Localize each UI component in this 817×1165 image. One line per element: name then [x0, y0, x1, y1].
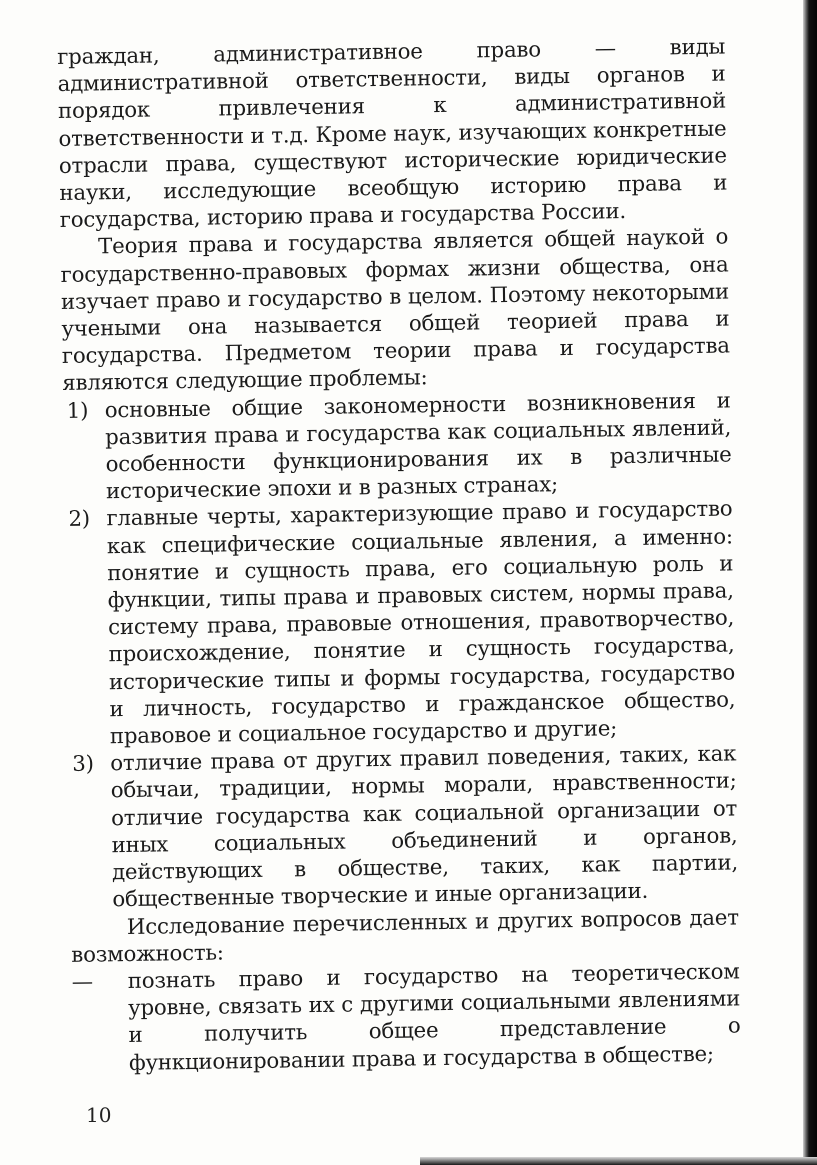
- page-text: [57, 34, 741, 1078]
- list-item-text: отличие права от других правил поведения, таких, как обычаи, традиции, нормы морали, нравственности; отличие государства как социальной организации от иных социальных объединений и органов, действующих в обществе, таких, как партии, общественные творческие и иные организации.: [110, 741, 739, 913]
- list-item-text: основные общие закономерности возникновения и развития права и государства как социальных явлений, особенности функционирования их в различные исторические эпохи и в разных странах;: [104, 388, 732, 505]
- dash-list: [72, 958, 742, 1077]
- page-number: 10: [86, 1103, 112, 1127]
- list-item-text: познать право и государство на теоретическом уровне, связать их с другими социальными явлениями и получить общее представление о функционировании права и государства в обществе;: [127, 959, 741, 1076]
- list-item: [64, 496, 736, 751]
- list-item-text: главные черты, характеризующие право и государство как специфические социальные явления, а именно: понятие и сущность права, его социальную роль и функции, типы права и правовых систем, нормы права, систему права, правовые отношения, правотворчество, происхождение, понятие и сущность государства, исторические типы и формы государства, государство и личность, государство и гражданское общество, правовое и социальное государство и другие;: [106, 496, 736, 750]
- list-marker: 1): [66, 398, 89, 424]
- list-marker: 3): [72, 751, 94, 778]
- numbered-list: [63, 387, 739, 914]
- list-item: [63, 387, 733, 506]
- dash-marker: —: [71, 969, 94, 995]
- list-item: [72, 958, 742, 1077]
- paragraph-2: Теория права и государства является общей наукой о государственно-правовых формах жизни общества, она изучает право и государство в целом. Поэтому некоторыми учеными она называется общей теорией права и государства. Предметом теории права и государства являются следующие проблемы:: [60, 224, 731, 397]
- list-item: [68, 741, 738, 915]
- scan-edge-shadow: [803, 0, 817, 1165]
- paragraph-1: граждан, административное право — виды административной ответственности, виды органов и порядок привлечения к административной ответственности и т.д. Кроме наук, изучающих конкретные отрасли права, существуют исторические юридические науки, исследующие всеобщую историю права и государства, историю права и государства России.: [57, 34, 728, 234]
- list-marker: 2): [68, 506, 91, 533]
- scan-edge-shadow-bottom: [420, 1157, 817, 1165]
- paragraph-3: Исследование перечисленных и других вопросов дает возможность:: [71, 904, 739, 968]
